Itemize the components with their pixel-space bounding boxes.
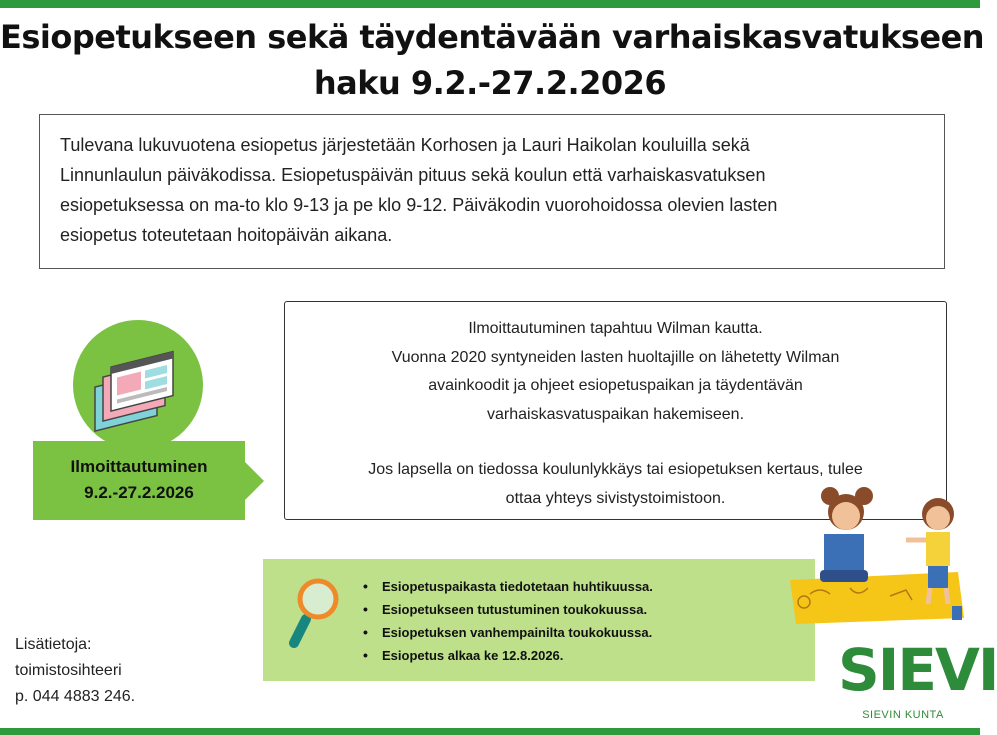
wilma-note-line: ottaa yhteys sivistystoimistoon. xyxy=(505,489,726,507)
page-title-line2: haku 9.2.-27.2.2026 xyxy=(313,64,667,102)
timeline-item: • Esiopetuspaikasta tiedotetaan huhtikuussa. xyxy=(363,575,653,598)
wilma-note-line: Jos lapsella on tiedossa koulunlykkäys tai esiopetuksen kertaus, tulee xyxy=(368,461,863,478)
sievi-logo: SIEVI xyxy=(838,636,997,704)
magnifier-icon xyxy=(288,575,344,651)
wilma-line: Vuonna 2020 syntyneiden lasten huoltajille on lähetetty Wilman xyxy=(391,348,840,366)
bottom-accent-bar xyxy=(0,728,980,735)
intro-line: Linnunlaulun päiväkodissa. Esiopetuspäivän pituus sekä koulun että varhaiskasvatuksen xyxy=(60,165,766,185)
contact-heading: Lisätietoja: xyxy=(15,636,92,653)
registration-arrow xyxy=(244,461,264,501)
contact-role: toimistosihteeri xyxy=(15,662,122,679)
intro-box xyxy=(39,114,945,269)
registration-label xyxy=(33,441,245,520)
timeline-item: • Esiopetus alkaa ke 12.8.2026. xyxy=(363,644,653,667)
intro-line: esiopetus toteutetaan hoitopäivän aikana. xyxy=(60,225,393,245)
kids-drawing-illustration xyxy=(790,484,970,634)
intro-line: Tulevana lukuvuotena esiopetus järjestetään Korhosen ja Lauri Haikolan kouluilla sekä xyxy=(60,135,750,155)
top-accent-bar xyxy=(0,0,980,8)
timeline-item: • Esiopetuksen vanhempainilta toukokuussa. xyxy=(363,621,653,644)
timeline-list xyxy=(363,575,653,667)
sievi-logo-subtitle: SIEVIN KUNTA xyxy=(862,709,944,721)
intro-line: esiopetuksessa on ma-to klo 9-13 ja pe klo 9-12. Päiväkodin vuorohoidossa olevien lasten xyxy=(60,195,778,215)
contact-phone: p. 044 4883 246. xyxy=(15,688,136,705)
registration-label-dates: 9.2.-27.2.2026 xyxy=(84,483,194,502)
browser-circle-badge xyxy=(73,320,203,450)
registration-label-title: Ilmoittautuminen xyxy=(70,457,208,476)
wilma-line: avainkoodit ja ohjeet esiopetuspaikan ja täydentävän xyxy=(428,377,803,394)
page-title xyxy=(0,14,985,106)
timeline-item: • Esiopetukseen tutustuminen toukokuussa. xyxy=(363,598,653,621)
timeline-box xyxy=(263,559,815,681)
wilma-line: Ilmoittautuminen tapahtuu Wilman kautta. xyxy=(468,320,763,337)
page-title-line1: Esiopetukseen sekä täydentävään varhaiskasvatukseen xyxy=(0,18,985,56)
contact-info xyxy=(15,632,135,710)
browser-windows-icon xyxy=(91,338,185,428)
wilma-line: varhaiskasvatuspaikan hakemiseen. xyxy=(486,405,745,423)
